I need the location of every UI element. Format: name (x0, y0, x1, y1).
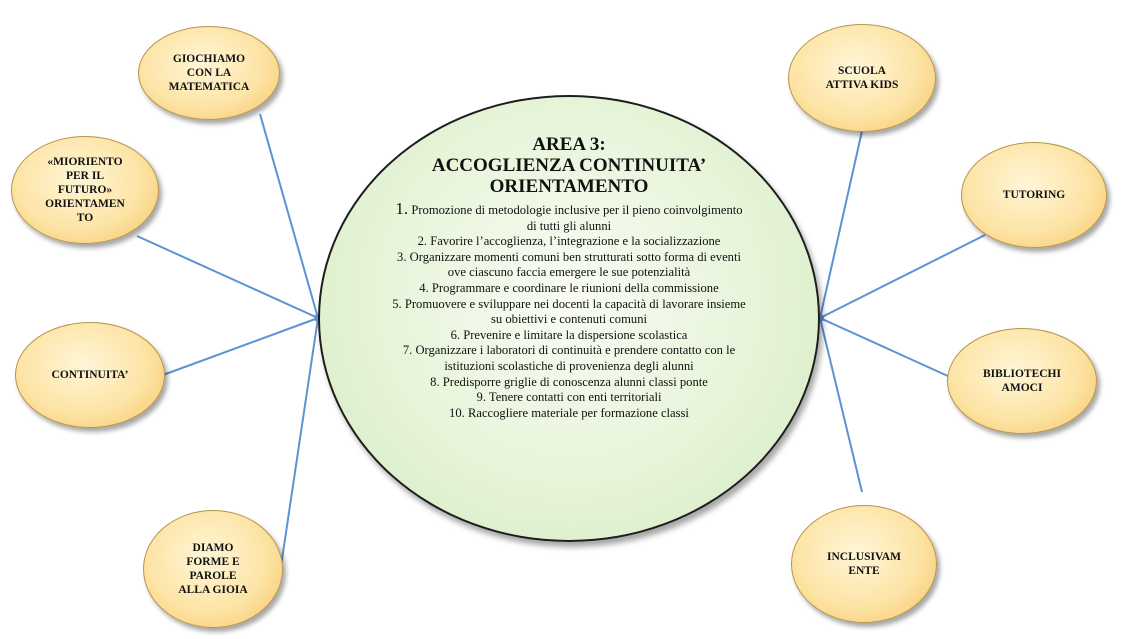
objective-item: 9. Tenere contatti con enti territoriali (476, 390, 662, 405)
node-tutoring: TUTORING (961, 142, 1107, 248)
objective-item: 4. Programmare e coordinare le riunioni della commissione (419, 280, 719, 295)
node-diamo-forme-e-parole: DIAMO FORME E PAROLE ALLA GIOIA (143, 510, 283, 628)
connector-giochiamo (260, 114, 318, 318)
connector-inclusivamente (820, 318, 862, 492)
node-inclusivamente: INCLUSIVAM ENTE (791, 505, 937, 623)
objective-item: 10. Raccogliere materiale per formazione classi (449, 405, 689, 420)
connector-bibliotechiamoci (820, 318, 950, 377)
objective-item: 5. Promuovere e sviluppare nei docenti la capacità di lavorare insieme su obiettivi e contenuti comuni (392, 296, 746, 327)
node-scuola-attiva-kids: SCUOLA ATTIVA KIDS (788, 24, 936, 132)
node-bibliotechiamoci: BIBLIOTECHI AMOCI (947, 328, 1097, 434)
connector-continuita (163, 318, 318, 375)
area-title: AREA 3: ACCOGLIENZA CONTINUITA’ ORIENTAMENTO (431, 134, 707, 197)
objective-item: 2. Favorire l’accoglienza, l’integrazione e la socializzazione (417, 234, 721, 249)
objective-item: 3. Organizzare momenti comuni ben strutturati sotto forma di eventi ove ciascuno faccia emergere le sue potenzialità (397, 249, 741, 280)
central-area-ellipse (318, 95, 820, 542)
objective-item: 8. Predisporre griglie di conoscenza alunni classi ponte (430, 374, 708, 389)
connector-tutoring (820, 235, 985, 318)
objective-item: 1. Promozione di metodologie inclusive per il pieno coinvolgimento di tutti gli alunni (395, 199, 743, 233)
node-giochiamo-con-la-matematica: GIOCHIAMO CON LA MATEMATICA (138, 26, 280, 120)
node-mioriento-per-il-futuro: «MIORIENTO PER IL FUTURO» ORIENTAMEN TO (11, 136, 159, 244)
objective-item: 6. Prevenire e limitare la dispersione scolastica (450, 327, 688, 342)
objectives-list (389, 201, 749, 421)
connector-diamo-forme (281, 318, 318, 566)
objective-item: 7. Organizzare i laboratori di continuità e prendere contatto con le istituzioni scolastiche di provenienza degli alunni (402, 343, 736, 373)
connector-mioriento (137, 236, 318, 318)
connector-scuola-attiva (820, 131, 862, 318)
node-continuita: CONTINUITA’ (15, 322, 165, 428)
